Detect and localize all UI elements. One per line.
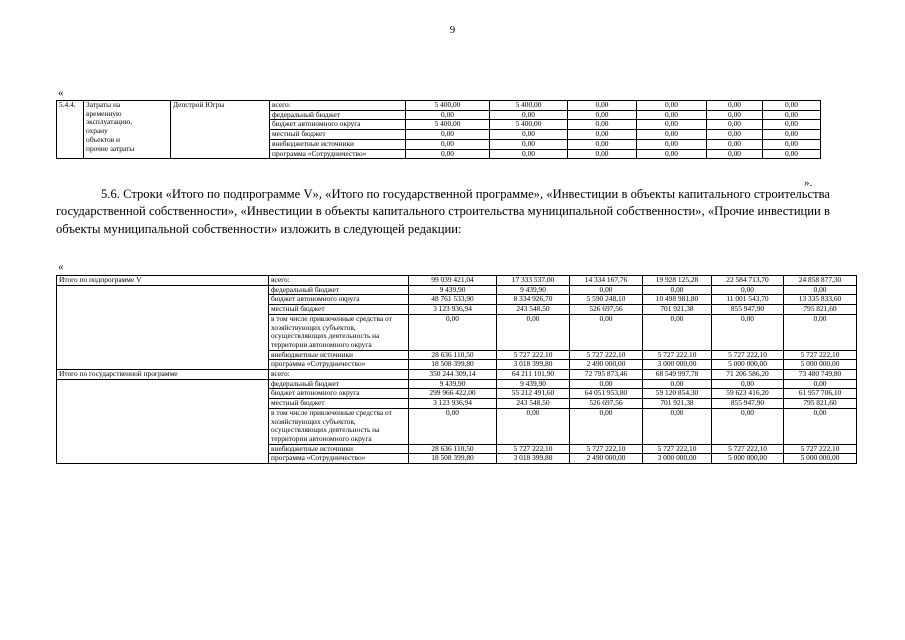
value-cell: 5 000 000,00 bbox=[784, 360, 857, 370]
value-cell: 0,00 bbox=[497, 314, 570, 350]
paragraph-5-6: 5.6. Строки «Итого по подпрограмме V», «Итого по государственной программе», «Инвестиции в объекты капитального строительства государственной собственности», «Инвестиции в объекты капитального строительства муниципальной собственности», «Прочие инвестиции в объекты муниципальной собственности» изложить в следующей редакции: bbox=[56, 187, 830, 236]
value-cell: 3 018 399,80 bbox=[497, 454, 570, 464]
value-cell: 55 212 491,60 bbox=[497, 389, 570, 399]
value-cell: 0,00 bbox=[570, 408, 643, 444]
source-label: бюджет автономного округа bbox=[269, 295, 409, 305]
open-quote-2: « bbox=[58, 261, 64, 273]
value-cell: 795 821,60 bbox=[784, 305, 857, 315]
value-cell: 0,00 bbox=[570, 314, 643, 350]
value-cell: 350 244 309,14 bbox=[409, 370, 497, 380]
value-cell: 5 000 000,00 bbox=[712, 454, 784, 464]
value-cell: 24 858 877,30 bbox=[784, 276, 857, 286]
source-label: местный бюджет bbox=[269, 305, 409, 315]
value-cell: 0,00 bbox=[637, 130, 707, 140]
value-cell: 59 120 854,30 bbox=[643, 389, 712, 399]
value-cell: 0,00 bbox=[406, 149, 490, 159]
source-label: внебюджетные источники bbox=[269, 444, 409, 454]
source-label: программа «Сотрудничество» bbox=[269, 454, 409, 464]
source-label: внебюджетные источники bbox=[269, 350, 409, 360]
value-cell: 5 400,00 bbox=[490, 101, 568, 111]
value-cell: 9 439,90 bbox=[497, 285, 570, 295]
source-label: федеральный бюджет bbox=[270, 110, 406, 120]
value-cell: 0,00 bbox=[637, 110, 707, 120]
value-cell: 3 000 000,00 bbox=[643, 454, 712, 464]
row-name-line: эксплуатацию, bbox=[86, 117, 133, 127]
value-cell: 0,00 bbox=[637, 120, 707, 130]
value-cell: 68 549 997,78 bbox=[643, 370, 712, 380]
source-label: федеральный бюджет bbox=[269, 285, 409, 295]
source-label: в том числе привлеченные средства от хозяйствующих субъектов, осуществляющих деятельность на территории автономного округа bbox=[269, 408, 409, 444]
value-cell: 71 206 586,20 bbox=[712, 370, 784, 380]
value-cell: 0,00 bbox=[637, 101, 707, 111]
value-cell: 72 795 873,46 bbox=[570, 370, 643, 380]
value-cell: 5 727 222,10 bbox=[570, 350, 643, 360]
block-title-span bbox=[57, 285, 269, 369]
value-cell: 0,00 bbox=[568, 101, 637, 111]
value-cell: 61 957 706,10 bbox=[784, 389, 857, 399]
value-cell: 5 727 222,10 bbox=[643, 444, 712, 454]
value-cell: 0,00 bbox=[643, 314, 712, 350]
value-cell: 5 727 222,10 bbox=[712, 350, 784, 360]
value-cell: 0,00 bbox=[637, 149, 707, 159]
value-cell: 2 490 000,00 bbox=[570, 454, 643, 464]
value-cell: 0,00 bbox=[409, 314, 497, 350]
value-cell: 28 636 110,50 bbox=[409, 444, 497, 454]
value-cell: 18 508 399,80 bbox=[409, 454, 497, 464]
value-cell: 0,00 bbox=[568, 149, 637, 159]
row-code: 5.4.4. bbox=[57, 101, 84, 159]
value-cell: 99 039 421,04 bbox=[409, 276, 497, 286]
value-cell: 59 623 416,20 bbox=[712, 389, 784, 399]
value-cell: 5 727 222,10 bbox=[570, 444, 643, 454]
table-row bbox=[57, 285, 857, 295]
value-cell: 0,00 bbox=[568, 120, 637, 130]
value-cell: 5 000 000,00 bbox=[712, 360, 784, 370]
value-cell: 18 508 399,80 bbox=[409, 360, 497, 370]
row-executor: Депстрой Югры bbox=[171, 101, 270, 159]
value-cell: 0,00 bbox=[712, 408, 784, 444]
value-cell: 0,00 bbox=[643, 408, 712, 444]
value-cell: 9 439,90 bbox=[497, 379, 570, 389]
value-cell: 0,00 bbox=[707, 101, 763, 111]
value-cell: 5 400,00 bbox=[406, 101, 490, 111]
value-cell: 0,00 bbox=[406, 130, 490, 140]
value-cell: 10 498 981,80 bbox=[643, 295, 712, 305]
value-cell: 855 947,90 bbox=[712, 305, 784, 315]
value-cell: 64 211 101,90 bbox=[497, 370, 570, 380]
value-cell: 0,00 bbox=[490, 110, 568, 120]
value-cell: 5 727 222,10 bbox=[497, 444, 570, 454]
value-cell: 28 636 110,50 bbox=[409, 350, 497, 360]
value-cell: 48 761 533,90 bbox=[409, 295, 497, 305]
value-cell: 9 439,90 bbox=[409, 379, 497, 389]
table-row bbox=[57, 276, 857, 286]
value-cell: 0,00 bbox=[763, 139, 821, 149]
value-cell: 11 001 543,70 bbox=[712, 295, 784, 305]
value-cell: 701 921,38 bbox=[643, 305, 712, 315]
value-cell: 0,00 bbox=[763, 120, 821, 130]
value-cell: 5 727 222,10 bbox=[784, 350, 857, 360]
value-cell: 5 590 248,10 bbox=[570, 295, 643, 305]
value-cell: 0,00 bbox=[637, 139, 707, 149]
value-cell: 0,00 bbox=[784, 379, 857, 389]
table-totals bbox=[56, 275, 857, 464]
value-cell: 0,00 bbox=[712, 379, 784, 389]
source-label: внебюджетные источники bbox=[270, 139, 406, 149]
value-cell: 0,00 bbox=[570, 285, 643, 295]
value-cell: 5 727 222,10 bbox=[497, 350, 570, 360]
source-label: всего: bbox=[269, 276, 409, 286]
value-cell: 0,00 bbox=[409, 408, 497, 444]
value-cell: 0,00 bbox=[784, 314, 857, 350]
value-cell: 0,00 bbox=[763, 130, 821, 140]
value-cell: 243 548,50 bbox=[497, 399, 570, 409]
value-cell: 0,00 bbox=[570, 379, 643, 389]
value-cell: 0,00 bbox=[707, 149, 763, 159]
value-cell: 3 123 936,94 bbox=[409, 305, 497, 315]
row-name-line: охрану bbox=[86, 126, 108, 136]
value-cell: 13 335 833,60 bbox=[784, 295, 857, 305]
value-cell: 17 333 537,00 bbox=[497, 276, 570, 286]
page-number: 9 bbox=[449, 24, 456, 36]
source-label: программа «Сотрудничество» bbox=[269, 360, 409, 370]
value-cell: 73 480 749,80 bbox=[784, 370, 857, 380]
value-cell: 0,00 bbox=[490, 139, 568, 149]
value-cell: 0,00 bbox=[568, 110, 637, 120]
value-cell: 526 697,56 bbox=[570, 399, 643, 409]
source-label: местный бюджет bbox=[269, 399, 409, 409]
value-cell: 19 928 125,28 bbox=[643, 276, 712, 286]
row-name-line: Затраты на bbox=[86, 100, 121, 109]
value-cell: 0,00 bbox=[784, 408, 857, 444]
value-cell: 2 490 000,00 bbox=[570, 360, 643, 370]
value-cell: 5 400,00 bbox=[490, 120, 568, 130]
value-cell: 0,00 bbox=[497, 408, 570, 444]
open-quote: « bbox=[58, 87, 64, 99]
value-cell: 0,00 bbox=[568, 139, 637, 149]
table-row bbox=[57, 370, 857, 380]
value-cell: 22 584 713,70 bbox=[712, 276, 784, 286]
block-title-span bbox=[57, 379, 269, 463]
row-name-line: объектов и bbox=[86, 134, 120, 144]
value-cell: 0,00 bbox=[707, 120, 763, 130]
close-quote: ». bbox=[804, 177, 813, 189]
source-label: бюджет автономного округа bbox=[269, 389, 409, 399]
value-cell: 3 123 936,94 bbox=[409, 399, 497, 409]
value-cell: 5 727 222,10 bbox=[643, 350, 712, 360]
value-cell: 5 727 222,10 bbox=[712, 444, 784, 454]
value-cell: 795 821,60 bbox=[784, 399, 857, 409]
source-label: бюджет автономного округа bbox=[270, 120, 406, 130]
value-cell: 299 966 422,00 bbox=[409, 389, 497, 399]
value-cell: 0,00 bbox=[763, 110, 821, 120]
value-cell: 243 548,50 bbox=[497, 305, 570, 315]
source-label: всего: bbox=[270, 101, 406, 111]
value-cell: 0,00 bbox=[763, 101, 821, 111]
row-name-line: временную bbox=[86, 108, 122, 118]
value-cell: 855 947,90 bbox=[712, 399, 784, 409]
row-name-line: прочие затраты bbox=[86, 143, 135, 153]
block-title: Итого по подпрограмме V bbox=[57, 276, 269, 286]
value-cell: 3 018 399,80 bbox=[497, 360, 570, 370]
value-cell: 3 000 000,00 bbox=[643, 360, 712, 370]
value-cell: 8 334 926,70 bbox=[497, 295, 570, 305]
source-label: местный бюджет bbox=[270, 130, 406, 140]
value-cell: 5 000 000,00 bbox=[784, 454, 857, 464]
table-row bbox=[57, 379, 857, 389]
value-cell: 701 921,38 bbox=[643, 399, 712, 409]
value-cell: 0,00 bbox=[712, 314, 784, 350]
value-cell: 0,00 bbox=[712, 285, 784, 295]
value-cell: 526 697,56 bbox=[570, 305, 643, 315]
value-cell: 0,00 bbox=[490, 149, 568, 159]
value-cell: 0,00 bbox=[568, 130, 637, 140]
value-cell: 0,00 bbox=[763, 149, 821, 159]
source-label: в том числе привлеченные средства от хозяйствующих субъектов, осуществляющих деятельность на территории автономного округа bbox=[269, 314, 409, 350]
value-cell: 5 727 222,10 bbox=[784, 444, 857, 454]
value-cell: 0,00 bbox=[490, 130, 568, 140]
value-cell: 0,00 bbox=[406, 139, 490, 149]
value-cell: 0,00 bbox=[707, 130, 763, 140]
table-subprogram-5-4-4 bbox=[56, 100, 821, 159]
row-name bbox=[84, 101, 171, 159]
source-label: федеральный бюджет bbox=[269, 379, 409, 389]
value-cell: 9 439,90 bbox=[409, 285, 497, 295]
block-title: Итого по государственной программе bbox=[57, 370, 269, 380]
value-cell: 0,00 bbox=[406, 110, 490, 120]
table-row bbox=[57, 101, 821, 111]
value-cell: 0,00 bbox=[643, 285, 712, 295]
source-label: всего: bbox=[269, 370, 409, 380]
value-cell: 64 051 953,80 bbox=[570, 389, 643, 399]
value-cell: 5 400,00 bbox=[406, 120, 490, 130]
value-cell: 0,00 bbox=[643, 379, 712, 389]
value-cell: 0,00 bbox=[707, 139, 763, 149]
value-cell: 0,00 bbox=[784, 285, 857, 295]
value-cell: 14 334 167,76 bbox=[570, 276, 643, 286]
value-cell: 0,00 bbox=[707, 110, 763, 120]
source-label: программа «Сотрудничество» bbox=[270, 149, 406, 159]
